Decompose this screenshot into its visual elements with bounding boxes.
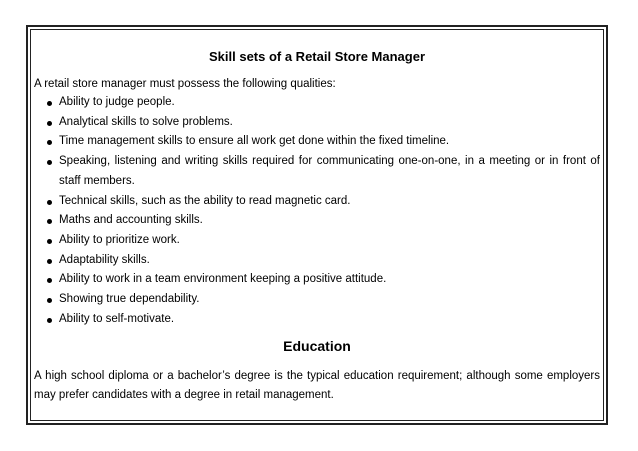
list-item-text: Technical skills, such as the ability to read magnetic card.: [59, 194, 351, 207]
intro-text: A retail store manager must possess the following qualities:: [34, 78, 336, 90]
list-item: [34, 290, 600, 310]
document-title: Skill sets of a Retail Store Manager: [208, 49, 426, 64]
bullet-icon: [47, 140, 52, 145]
list-item-text: Ability to work in a team environment keeping a positive attitude.: [59, 273, 387, 286]
bullet-icon: [47, 259, 52, 264]
bullet-icon: [47, 121, 52, 126]
list-item-text: Analytical skills to solve problems.: [59, 115, 233, 128]
list-item: [34, 251, 600, 271]
list-item: [34, 270, 600, 290]
list-item: [34, 152, 600, 191]
list-item: [34, 93, 600, 113]
bullet-icon: [47, 318, 52, 323]
bullet-icon: [47, 101, 52, 106]
list-item-text: Speaking, listening and writing skills required for communicating one-on-one, in a meeting or in front of staff members.: [59, 155, 600, 187]
list-item-text: Time management skills to ensure all work get done within the fixed timeline.: [59, 135, 450, 148]
bullet-icon: [47, 298, 52, 303]
bullet-icon: [47, 200, 52, 205]
list-item: [34, 132, 600, 152]
list-item-text: Adaptability skills.: [59, 253, 150, 266]
list-item-text: Ability to judge people.: [59, 96, 175, 108]
list-item-text: Ability to prioritize work.: [59, 233, 180, 246]
bullet-icon: [47, 219, 52, 224]
list-item: [34, 113, 600, 133]
list-item: [34, 310, 600, 330]
education-text: A high school diploma or a bachelor’s degree is the typical education requirement; although some employers may prefer candidates with a degree in retail management.: [34, 370, 600, 402]
list-item-text: Ability to self-motivate.: [59, 312, 175, 325]
list-item: [34, 231, 600, 251]
list-item: [34, 192, 600, 212]
qualities-list: [34, 93, 600, 329]
document-frame: [26, 25, 608, 425]
list-item: [34, 211, 600, 231]
bullet-icon: [47, 160, 52, 165]
list-item-text: Maths and accounting skills.: [59, 214, 203, 227]
bullet-icon: [47, 278, 52, 283]
education-heading: Education: [283, 338, 351, 355]
document-body: [30, 29, 604, 421]
list-item-text: Showing true dependability.: [59, 293, 200, 306]
bullet-icon: [47, 239, 52, 244]
